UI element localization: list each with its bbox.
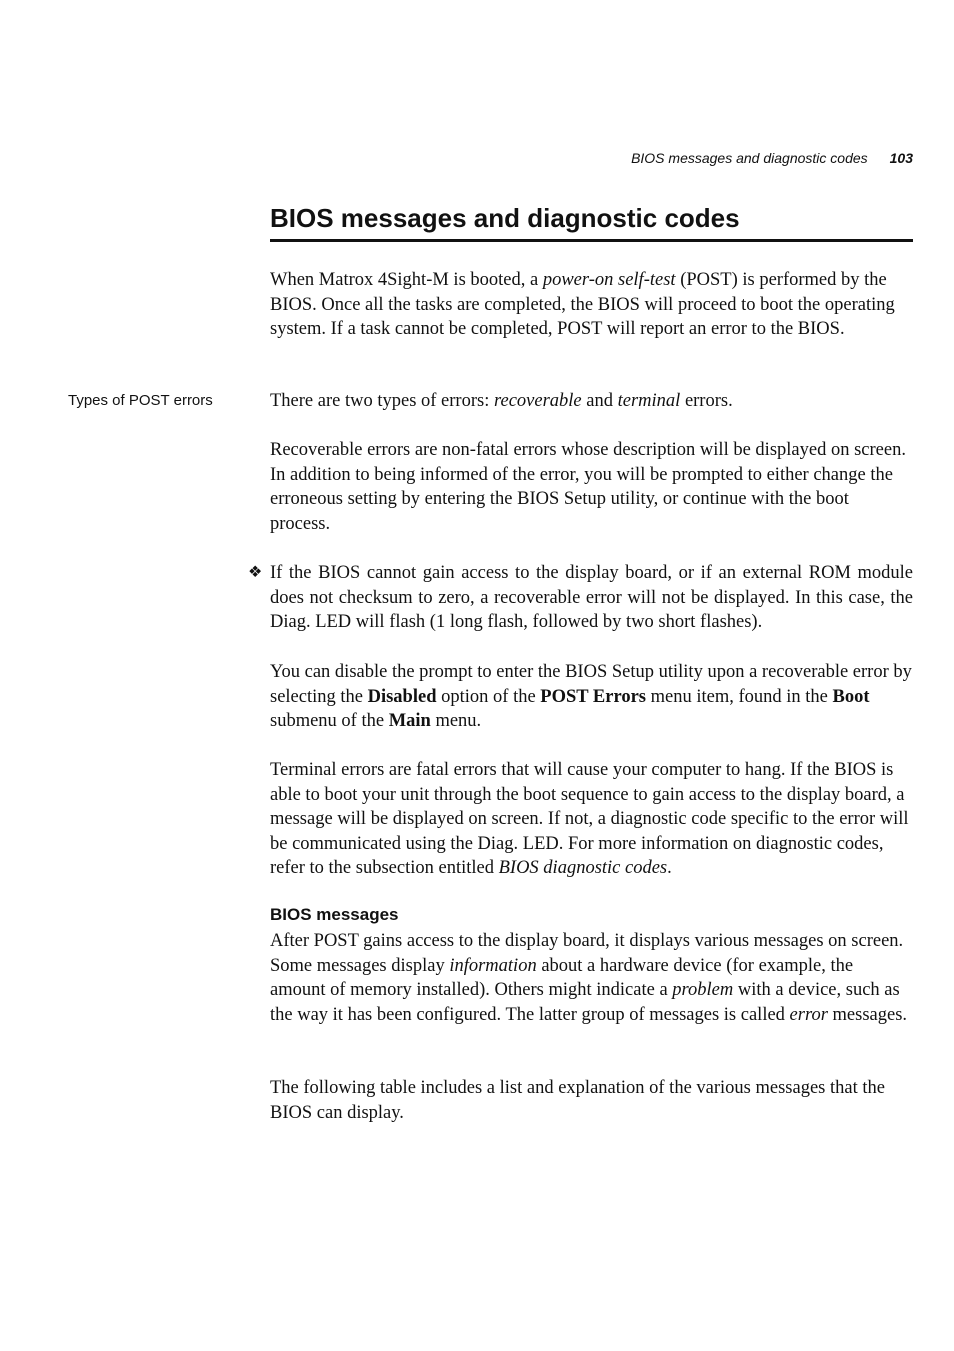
types-text-3: errors. [680, 391, 733, 411]
intro-text-1: When Matrox 4Sight-M is booted, a [270, 270, 543, 290]
page-number: 103 [889, 150, 913, 166]
messages-text-3: with a device, such as the way it has been configured. The latter group of messages is called [270, 980, 900, 1025]
messages-text-4: messages. [827, 1004, 908, 1025]
disable-bold-disabled: Disabled [367, 686, 437, 707]
types-text-2: and [581, 391, 618, 411]
note-bullet-icon: ❖ [248, 564, 263, 581]
bios-messages-heading: BIOS messages [270, 905, 399, 924]
messages-text-1: After POST gains access to the display board, it displays various messages on screen. Some messages display [270, 931, 904, 976]
disable-bold-post-errors: POST Errors [540, 686, 646, 707]
disable-paragraph [270, 660, 913, 734]
intro-paragraph [270, 268, 913, 342]
disable-text-2: option of the [436, 686, 541, 707]
messages-paragraph [270, 929, 913, 1027]
messages-italic-information: information [449, 955, 537, 976]
types-text-1: There are two types of errors: [270, 391, 494, 411]
running-title: BIOS messages and diagnostic codes [631, 150, 868, 166]
recoverable-paragraph: Recoverable errors are non-fatal errors whose description will be displayed on screen. In addition to being informed of the error, you will be prompted to either change the erroneous setting by entering the BIOS Setup utility, or continue with the boot process. [270, 440, 906, 534]
intro-text-2: (POST) is performed by the BIOS. Once all the tasks are completed, the BIOS will proceed to boot the operating system. If a task cannot be completed, POST will report an error to the BIOS. [270, 270, 895, 340]
note-paragraph: If the BIOS cannot gain access to the display board, or if an external ROM module does not checksum to zero, a recoverable error will not be displayed. In this case, the Diag. LED will flash (1 long flash, followed by two short flashes). [270, 563, 913, 633]
disable-bold-main: Main [388, 711, 431, 732]
disable-bold-boot: Boot [832, 686, 870, 707]
types-italic-terminal: terminal [617, 391, 681, 411]
running-header [560, 150, 913, 166]
disable-text-5: menu. [430, 711, 482, 732]
disable-text-1: You can disable the prompt to enter the BIOS Setup utility upon a recoverable error by selecting the [270, 662, 912, 707]
intro-italic-post: power-on self-test [542, 270, 676, 290]
terminal-paragraph [270, 758, 913, 881]
messages-italic-error: error [789, 1004, 828, 1025]
disable-text-4: submenu of the [270, 711, 389, 732]
table-intro-paragraph: The following table includes a list and explanation of the various messages that the BIOS can display. [270, 1078, 885, 1123]
types-italic-recoverable: recoverable [493, 391, 582, 411]
types-paragraph [270, 389, 913, 414]
messages-italic-problem: problem [672, 980, 734, 1001]
terminal-italic-diag-codes: BIOS diagnostic codes [498, 858, 668, 879]
terminal-text-1: Terminal errors are fatal errors that will cause your computer to hang. If the BIOS is able to boot your unit through the boot sequence to gain access to the display board, a message will be displayed on screen. If not, a diagnostic code specific to the error will be communicated using the Diag. LED. For more information on diagnostic codes, refer to the subsection entitled [270, 760, 909, 879]
disable-text-3: menu item, found in the [646, 686, 833, 707]
page-title: BIOS messages and diagnostic codes [270, 203, 913, 242]
messages-text-2: about a hardware device (for example, the amount of memory installed). Others might indicate a [270, 955, 854, 1001]
side-label-post-errors: Types of POST errors [68, 392, 213, 409]
terminal-text-2: . [667, 858, 672, 879]
